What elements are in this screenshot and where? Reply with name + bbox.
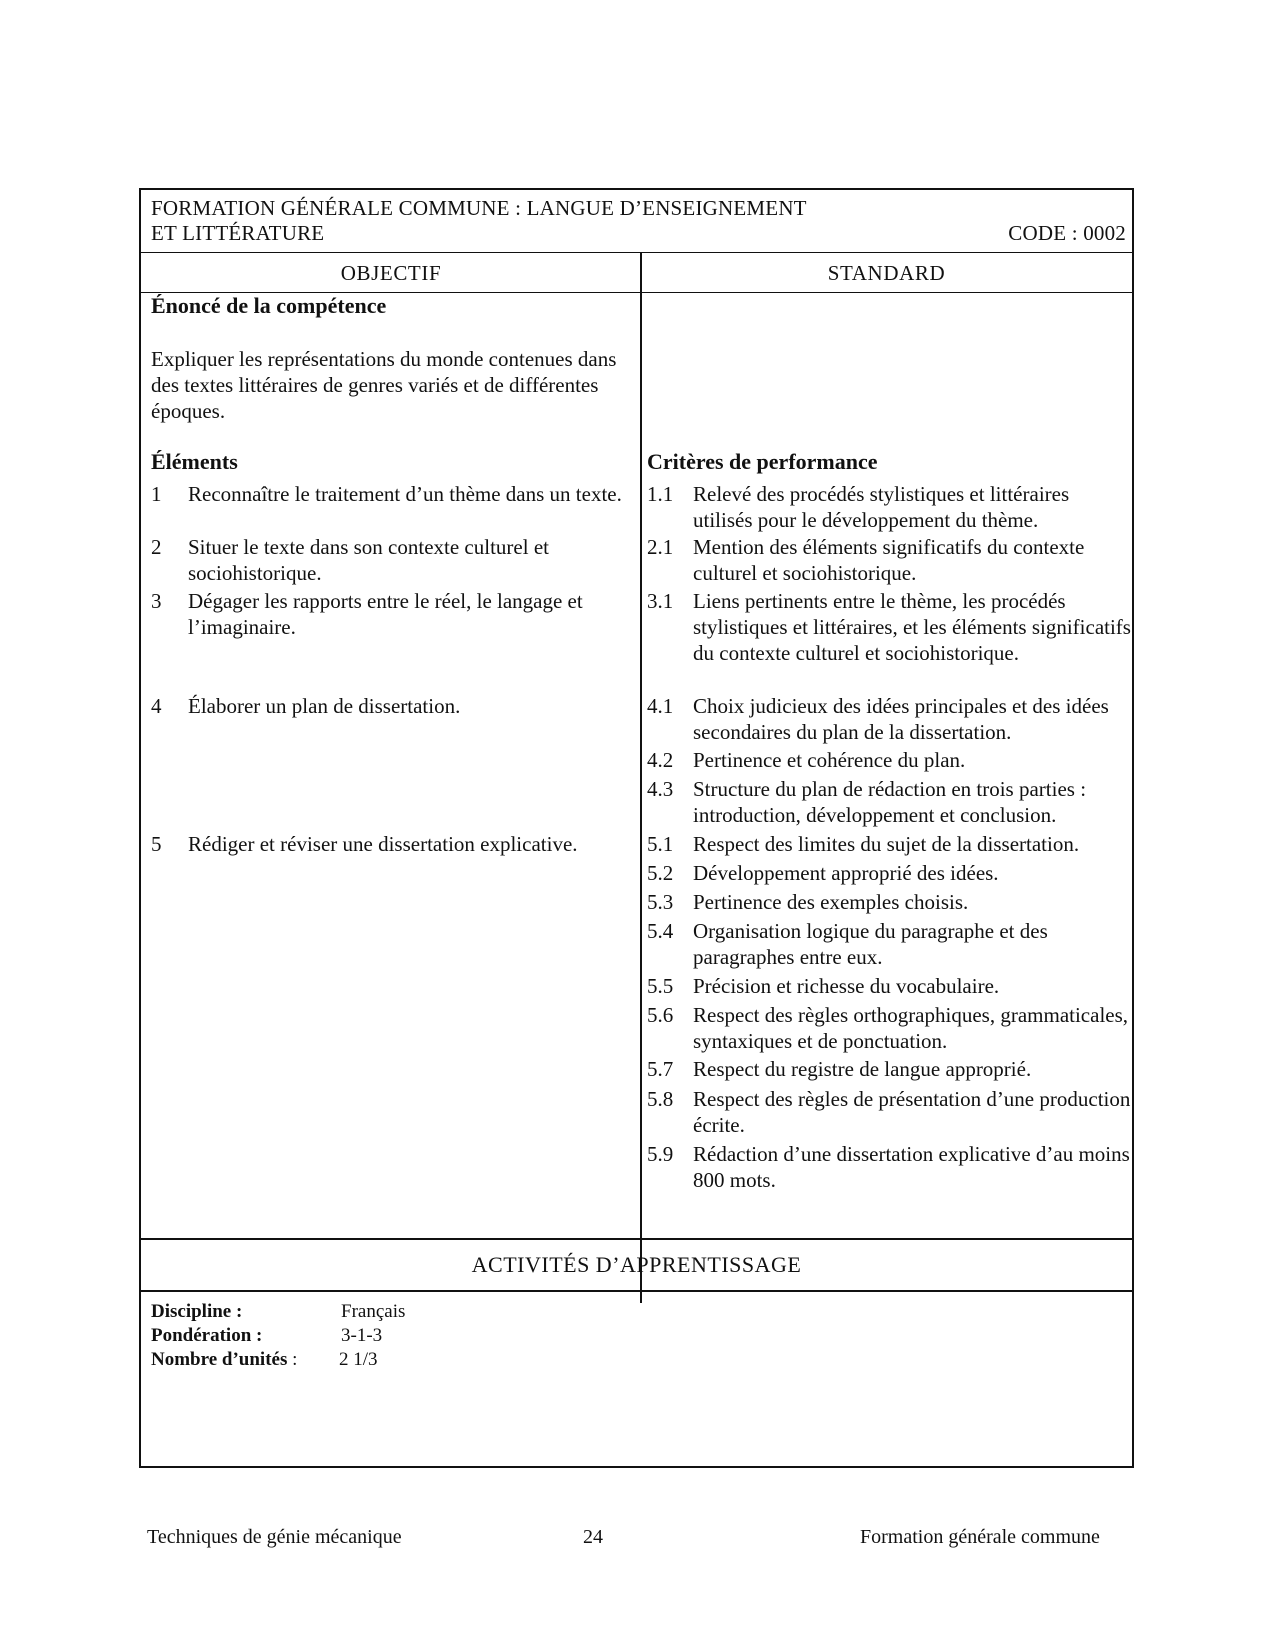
criterion-number: 5.7 — [647, 1057, 674, 1081]
competence-heading: Énoncé de la compétence — [151, 293, 387, 318]
ponderation-row — [151, 1324, 383, 1348]
discipline-row — [151, 1300, 406, 1324]
criterion-number: 5.5 — [647, 974, 674, 998]
criterion-text: Respect du registre de langue approprié. — [693, 1057, 1032, 1081]
element-number: 2 — [151, 535, 162, 559]
column-divider — [640, 253, 642, 1303]
criterion-number: 5.8 — [647, 1087, 674, 1111]
criterion-text: Précision et richesse du vocabulaire. — [693, 974, 1000, 998]
criterion-number: 5.4 — [647, 919, 674, 943]
unites-value: 2 1/3 — [339, 1349, 378, 1370]
criterion-number: 5.9 — [647, 1142, 674, 1166]
element-number: 4 — [151, 694, 162, 718]
element-number: 3 — [151, 589, 162, 613]
criterion-text: Pertinence et cohérence du plan. — [693, 748, 966, 772]
criterion-number: 2.1 — [647, 535, 674, 559]
criterion-number: 4.3 — [647, 777, 674, 801]
unites-label: Nombre d’unités — [151, 1349, 288, 1370]
criterion-text: Rédaction d’une dissertation explicative d’au moins 800 mots. — [693, 1142, 1130, 1192]
criterion-text: Structure du plan de rédaction en trois parties : introduction, développement et conclusion. — [693, 777, 1087, 827]
competence-text: Expliquer les représentations du monde contenues dans des textes littéraires de genres variés et de différentes époques. — [151, 347, 617, 423]
criterion-number: 3.1 — [647, 589, 674, 613]
column-header-standard: STANDARD — [641, 253, 1132, 293]
criterion-text: Organisation logique du paragraphe et des paragraphes entre eux. — [693, 919, 1048, 969]
header-title-line1: FORMATION GÉNÉRALE COMMUNE : LANGUE D’ENSEIGNEMENT — [151, 196, 807, 220]
criterion-number: 5.3 — [647, 890, 674, 914]
footer-right: Formation générale commune — [860, 1526, 1100, 1548]
criterion-number: 5.2 — [647, 861, 674, 885]
elements-heading: Éléments — [151, 449, 238, 474]
criterion-text: Respect des règles orthographiques, grammaticales, syntaxiques et de ponctuation. — [693, 1003, 1129, 1053]
footer-left: Techniques de génie mécanique — [147, 1526, 402, 1548]
criterion-number: 1.1 — [647, 482, 674, 506]
unites-row — [151, 1348, 378, 1372]
discipline-label: Discipline : — [151, 1301, 243, 1322]
competency-table — [139, 188, 1134, 1468]
element-text: Situer le texte dans son contexte culturel et sociohistorique. — [188, 535, 549, 585]
ponderation-label: Pondération : — [151, 1325, 263, 1346]
element-text: Rédiger et réviser une dissertation explicative. — [188, 832, 578, 856]
criterion-text: Respect des règles de présentation d’une production écrite. — [693, 1087, 1131, 1137]
criterion-text: Choix judicieux des idées principales et des idées secondaires du plan de la dissertation. — [693, 694, 1109, 744]
activities-heading: ACTIVITÉS D’APPRENTISSAGE — [471, 1252, 802, 1277]
element-text: Dégager les rapports entre le réel, le langage et l’imaginaire. — [188, 589, 583, 639]
element-number: 1 — [151, 482, 162, 506]
criterion-text: Pertinence des exemples choisis. — [693, 890, 969, 914]
element-text: Élaborer un plan de dissertation. — [188, 694, 461, 718]
header-title-line2: ET LITTÉRATURE — [151, 221, 325, 245]
element-number: 5 — [151, 832, 162, 856]
criterion-number: 4.2 — [647, 748, 674, 772]
unites-separator: : — [287, 1349, 298, 1370]
criterion-text: Développement approprié des idées. — [693, 861, 999, 885]
criteria-heading: Critères de performance — [647, 449, 878, 474]
divider — [141, 1290, 1132, 1292]
criterion-text: Respect des limites du sujet de la dissertation. — [693, 832, 1080, 856]
criterion-number: 5.1 — [647, 832, 674, 856]
criterion-text: Relevé des procédés stylistiques et littéraires utilisés pour le développement du thème. — [693, 482, 1070, 532]
header-code: CODE : 0002 — [1008, 221, 1126, 245]
criterion-text: Liens pertinents entre le thème, les procédés stylistiques et littéraires, et les éléments significatifs du contexte culturel et sociohistorique. — [693, 589, 1131, 665]
page-number: 24 — [583, 1526, 603, 1548]
column-header-objectif: OBJECTIF — [141, 253, 641, 293]
element-text: Reconnaître le traitement d’un thème dans un texte. — [188, 482, 622, 506]
discipline-value: Français — [341, 1301, 406, 1322]
criterion-text: Mention des éléments significatifs du contexte culturel et sociohistorique. — [693, 535, 1085, 585]
criterion-number: 5.6 — [647, 1003, 674, 1027]
criterion-number: 4.1 — [647, 694, 674, 718]
table-header — [141, 190, 1132, 253]
ponderation-value: 3-1-3 — [341, 1325, 383, 1346]
